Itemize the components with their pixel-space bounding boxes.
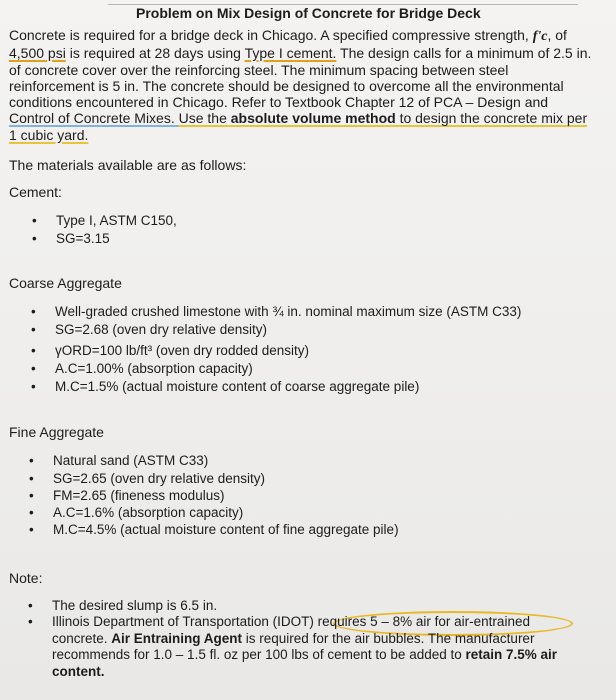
- fine-heading: Fine Aggregate: [9, 424, 104, 440]
- materials-heading: The materials available are as follows:: [9, 157, 247, 173]
- intro-text: is required at 28 days using: [65, 45, 245, 62]
- fine-item: [29, 471, 265, 486]
- note-heading: Note:: [9, 570, 43, 586]
- method-name: absolute volume method: [230, 110, 396, 127]
- intro-line-1: [9, 27, 609, 45]
- textbook-reference: Control of Concrete Mixes.: [9, 110, 179, 127]
- bullet: •: [31, 322, 36, 337]
- bullet: •: [28, 614, 33, 629]
- cement-type: Type I cement.: [244, 45, 337, 62]
- fine-item-text: SG=2.65 (oven dry relative density): [53, 471, 265, 486]
- coarse-item-text: SG=2.68 (oven dry relative density): [55, 322, 267, 337]
- intro-text: The design calls for a minimum of 2.5 in.: [336, 45, 592, 62]
- fine-item: [29, 488, 225, 503]
- problem-statement: [9, 27, 609, 143]
- note-item: [28, 614, 608, 680]
- intro-text: to design the concrete mix per: [395, 110, 588, 127]
- bullet: •: [28, 598, 33, 613]
- bullet: •: [32, 231, 37, 246]
- fine-item-text: A.C=1.6% (absorption capacity): [53, 505, 244, 520]
- coarse-item: [31, 304, 522, 319]
- cement-item-text: SG=3.15: [56, 231, 110, 246]
- intro-line-5: conditions encountered in Chicago. Refer to Textbook Chapter 12 of PCA – Design and: [9, 94, 549, 111]
- coarse-heading: Coarse Aggregate: [9, 275, 122, 291]
- page-title: Problem on Mix Design of Concrete for Bridge Deck: [136, 5, 481, 21]
- note-line: [52, 614, 608, 631]
- intro-line-2: [9, 45, 609, 61]
- cement-item-text: Type I, ASTM C150,: [56, 213, 177, 228]
- coarse-item-text: Well-graded crushed limestone with ¾ in. nominal maximum size (ASTM C33): [55, 304, 522, 319]
- note-text: is required for the air bubbles. The manufacturer: [242, 630, 535, 646]
- note-text: Illinois Department of Transportation (IDOT): [52, 614, 318, 629]
- volume-unit: 1 cubic yard.: [9, 126, 89, 143]
- fine-item-text: FM=2.65 (fineness modulus): [53, 488, 225, 503]
- cement-item: [32, 213, 177, 228]
- bullet: •: [29, 471, 34, 486]
- coarse-item: [31, 379, 420, 394]
- intro-line-6: [9, 110, 609, 126]
- intro-text: Concrete is required for a bridge deck in Chicago. A specified compressive strength,: [9, 27, 533, 43]
- bullet: •: [32, 213, 37, 228]
- bullet: •: [31, 343, 36, 358]
- intro-text: , of: [547, 27, 567, 43]
- bullet: •: [31, 379, 36, 394]
- intro-line-3: of concrete cover over the reinforcing steel. The minimum spacing between steel: [9, 61, 509, 78]
- bullet: •: [29, 488, 34, 503]
- note-item: [28, 598, 218, 613]
- cement-heading: Cement:: [9, 184, 62, 200]
- coarse-item-text: γORD=100 lb/ft³ (oven dry rodded density): [55, 343, 309, 358]
- bullet: •: [29, 453, 34, 468]
- fine-item-text: Natural sand (ASTM C33): [53, 453, 209, 468]
- bullet: •: [31, 361, 36, 376]
- bullet: •: [29, 505, 34, 520]
- fine-item: [29, 453, 209, 468]
- strength-value: 4,500 psi: [9, 45, 66, 62]
- note-line: [52, 631, 608, 648]
- air-retention: retain 7.5% air: [465, 647, 558, 662]
- method-instruction: [179, 110, 588, 126]
- cement-item: [32, 231, 110, 246]
- note-line: [52, 647, 608, 664]
- bullet: •: [29, 522, 34, 537]
- fine-item: [29, 505, 244, 520]
- slump-text: The desired slump is 6.5 in.: [52, 598, 218, 613]
- note-text: concrete.: [52, 630, 112, 646]
- fc-symbol: f'c: [532, 29, 548, 44]
- bullet: •: [31, 304, 36, 319]
- fine-item-text: M.C=4.5% (actual moisture content of fine aggregate pile): [53, 522, 399, 537]
- fine-item: [29, 522, 399, 537]
- air-requirement: requires 5 – 8% air for air-entrained: [317, 614, 530, 629]
- coarse-item-text: M.C=1.5% (actual moisture content of coarse aggregate pile): [55, 379, 420, 394]
- note-line: content.: [52, 663, 105, 679]
- intro-text: Use the: [178, 110, 231, 127]
- coarse-item: [31, 343, 309, 358]
- air-agent: Air Entraining Agent: [111, 630, 243, 646]
- note-text: recommends for 1.0 – 1.5 fl. oz per 100 lbs of cement to be added to: [52, 647, 466, 662]
- intro-line-4: reinforcement is 5 in. The concrete should be designed to overcome all the environmental: [9, 77, 564, 94]
- coarse-item: [31, 361, 253, 376]
- intro-line-7: [9, 127, 609, 143]
- coarse-item-text: A.C=1.00% (absorption capacity): [55, 361, 253, 376]
- coarse-item: [31, 322, 267, 337]
